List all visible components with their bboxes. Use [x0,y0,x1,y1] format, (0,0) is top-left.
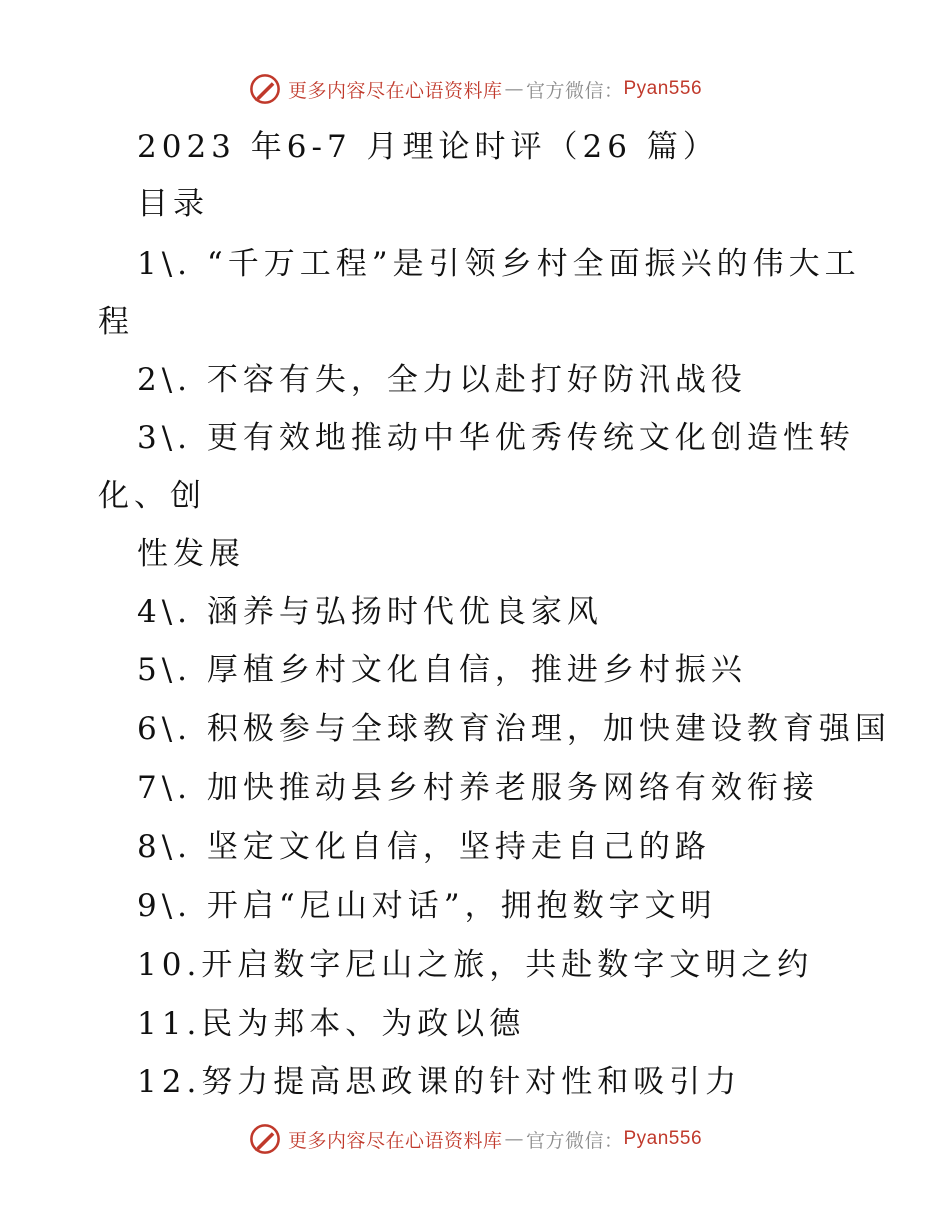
toc-item: 4\. 涵养与弘扬时代优良家风 [137,594,603,630]
toc-item: 2\. 不容有失，全力以赴打好防汛战役 [137,362,747,398]
document-title: 2023 年6-7 月理论时评（26 篇） [137,129,719,165]
pen-logo-icon [248,72,282,106]
toc-item: 10.开启数字尼山之旅，共赴数字文明之约 [137,947,814,983]
toc-item-continuation: 性发展 [137,536,245,572]
toc-item: 12.努力提高思政课的针对性和吸引力 [137,1064,742,1100]
watermark-brand: 更多内容尽在心语资料库 [287,1129,503,1152]
watermark-header [0,72,950,106]
toc-item: 5\. 厚植乡村文化自信，推进乡村振兴 [137,652,747,688]
watermark-brand: 更多内容尽在心语资料库 [287,79,503,102]
watermark-wechat-id: Pyan556 [623,78,703,99]
toc-item: 7\. 加快推动县乡村养老服务网络有效衔接 [137,770,819,806]
toc-item: 1\. “千万工程”是引领乡村全面振兴的伟大工 [137,246,861,282]
watermark-official-label: 官方微信： [525,79,624,102]
toc-item: 9\. 开启“尼山对话”，拥抱数字文明 [137,888,717,924]
toc-item: 6\. 积极参与全球教育治理，加快建设教育强国 [137,711,891,747]
toc-item: 3\. 更有效地推动中华优秀传统文化创造性转 [137,420,855,456]
toc-heading: 目录 [137,186,209,222]
toc-item: 8\. 坚定文化自信，坚持走自己的路 [137,829,711,865]
watermark-official-label: 官方微信： [525,1129,624,1152]
watermark-wechat-id: Pyan556 [623,1128,703,1149]
watermark-separator: — [504,78,524,100]
pen-logo-icon [248,1122,282,1156]
watermark-separator: — [504,1128,524,1150]
toc-item-continuation: 化、创 [98,478,206,514]
toc-item: 11.民为邦本、为政以德 [137,1006,526,1042]
toc-item-continuation: 程 [98,304,134,340]
watermark-footer [0,1122,950,1156]
